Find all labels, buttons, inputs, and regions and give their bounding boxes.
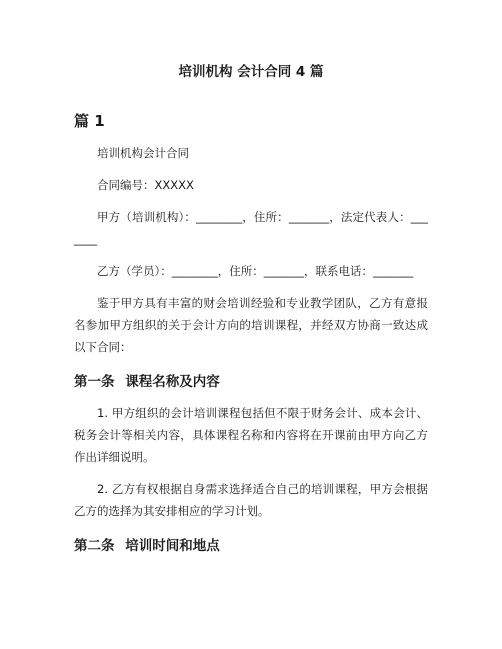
contract-name: 培训机构会计合同: [97, 146, 189, 160]
document-title: 培训机构 会计合同 4 篇: [178, 64, 324, 80]
party-b: 乙方（学员）：________，住所：_______，联系电话：_______: [97, 264, 414, 278]
article-2-heading: [74, 536, 428, 556]
contract-number: 合同编号：XXXXX: [97, 178, 194, 192]
article-1-clause-1: 1. 甲方组织的会计培训课程包括但不限于财务会计、成本会计、税务会计等相关内容，具体课程名称和内容将在开课前由甲方向乙方作出详细说明。: [74, 406, 428, 464]
article-2-title: 培训时间和地点: [125, 538, 220, 554]
preamble: 鉴于甲方具有丰富的财会培训经验和专业教学团队，乙方有意报名参加甲方组织的关于会计方向的培训课程，并经双方协商一致达成以下合同：: [74, 296, 428, 354]
article-1-number: 第一条: [74, 374, 115, 390]
party-a: 甲方（培训机构）：________，住所：_______，法定代表人：_______: [74, 210, 428, 246]
article-1-title: 课程名称及内容: [125, 374, 220, 390]
article-2-number: 第二条: [74, 538, 115, 554]
section-heading: 篇 1: [74, 112, 105, 130]
article-1-clause-2: 2. 乙方有权根据自身需求选择适合自己的培训课程，甲方会根据乙方的选择为其安排相应的学习计划。: [74, 482, 428, 518]
article-1-heading: [74, 372, 428, 392]
